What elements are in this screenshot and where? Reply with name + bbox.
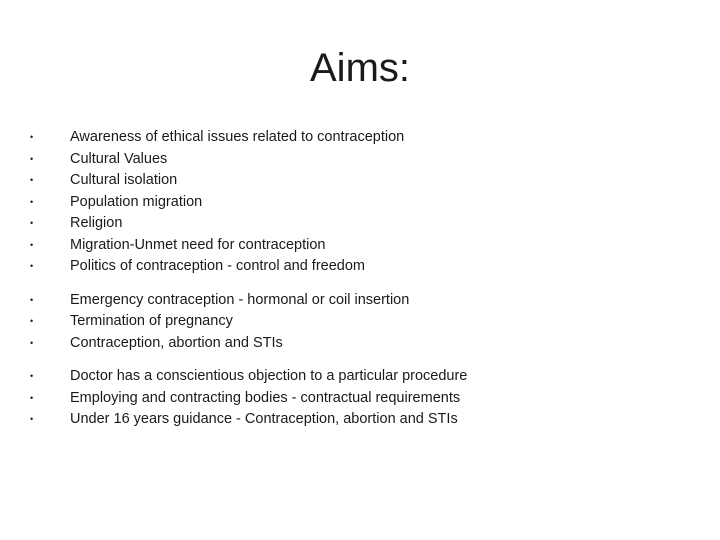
list-item: • Religion xyxy=(28,213,688,235)
list-item: • Under 16 years guidance - Contraception, abortion and STIs xyxy=(28,409,688,431)
bullet-icon: • xyxy=(30,218,34,228)
bullet-group-2 xyxy=(28,290,688,355)
list-item: • Politics of contraception - control and freedom xyxy=(28,256,688,278)
bullet-group-1 xyxy=(28,127,688,278)
bullet-icon: • xyxy=(30,175,34,185)
bullet-list xyxy=(28,127,688,443)
slide-title: Aims: xyxy=(310,46,410,90)
bullet-icon: • xyxy=(30,337,34,348)
list-item: • Population migration xyxy=(28,192,688,214)
list-item: • Termination of pregnancy xyxy=(28,311,688,333)
bullet-icon: • xyxy=(30,316,34,326)
bullet-icon: • xyxy=(30,239,34,250)
list-item: • Cultural isolation xyxy=(28,170,688,192)
list-item: • Doctor has a conscientious objection to a particular procedure xyxy=(28,366,688,388)
bullet-icon: • xyxy=(30,414,34,424)
list-item: • Contraception, abortion and STIs xyxy=(28,333,688,355)
bullet-icon: • xyxy=(30,261,34,271)
bullet-icon: • xyxy=(30,294,34,305)
bullet-icon: • xyxy=(30,392,34,403)
bullet-icon: • xyxy=(30,196,34,207)
list-item: • Employing and contracting bodies - contractual requirements xyxy=(28,388,688,410)
list-item: • Emergency contraception - hormonal or coil insertion xyxy=(28,290,688,312)
bullet-group-3 xyxy=(28,366,688,431)
bullet-icon: • xyxy=(30,132,34,142)
list-item: • Awareness of ethical issues related to contraception xyxy=(28,127,688,149)
list-item: • Cultural Values xyxy=(28,149,688,171)
list-item: • Migration-Unmet need for contraception xyxy=(28,235,688,257)
bullet-icon: • xyxy=(30,371,34,381)
bullet-icon: • xyxy=(30,153,34,164)
